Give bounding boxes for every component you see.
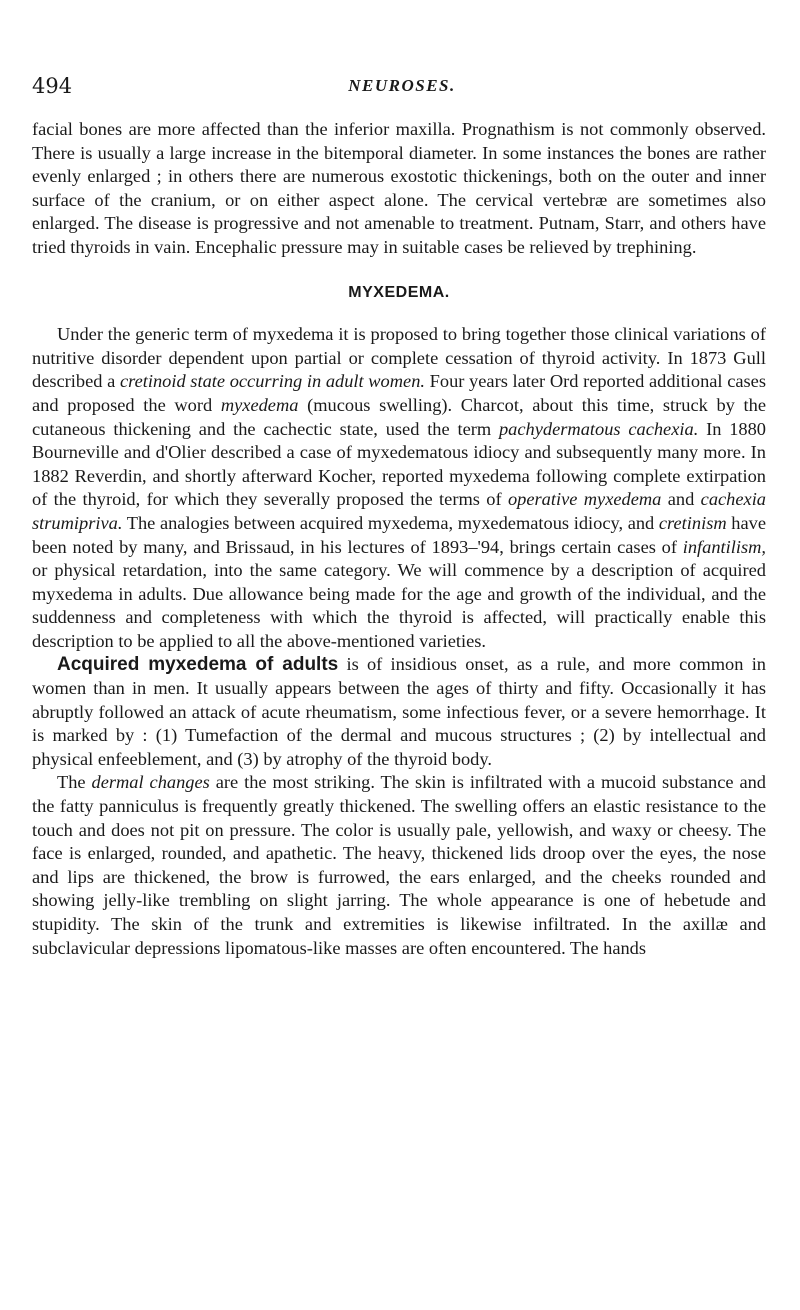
text-run: (mucous swelling). Charcot, about this time, struck by the cutaneous thickening and the cachectic state, used the term [32, 394, 766, 439]
running-title: NEUROSES. [348, 76, 456, 95]
running-head [32, 74, 772, 102]
text-run: The analogies between acquired myxedema, myxedematous idiocy, and [122, 512, 659, 533]
text-run: have been noted by many, and Brissaud, in his lectures of 1893–'94, brings certain cases of [32, 512, 766, 557]
italic-term: pachydermatous cachexia. [498, 418, 699, 439]
italic-term: cretinoid state occurring in adult women. [119, 371, 425, 392]
paragraph-acromegaly-continued: facial bones are more affected than the inferior maxilla. Prognathism is not commonly observed. There is usually a large increase in the bitemporal diameter. In some instances the bones are rather evenly enlarged ; in others there are numerous exostotic thickenings, both on the outer and inner surface of the cranium, or on either aspect alone. The cervical vertebræ are sometimes also enlarged. The disease is progressive and not amenable to treatment. Putnam, Starr, and others have tried thyroids in vain. Encephalic pressure may in suitable cases be relieved by trephining. [32, 119, 766, 257]
text-run: Four years later Ord reported additional cases and proposed the word [32, 371, 766, 415]
lead-in-heading: Acquired myxedema of adults [57, 654, 339, 676]
text-run: or physical retardation, into the same category. We will commence by a description of acquired myxedema in adults. Due allowance being made for the age and growth of the individual, and the suddenness and completeness with which the thyroid is affected, will practically enable this description to be applied to all the above-mentioned varieties. [32, 560, 766, 651]
text-run: and [661, 489, 701, 510]
italic-term: dermal changes [91, 772, 210, 793]
body-text [32, 118, 766, 960]
italic-term: cretinism [658, 512, 727, 533]
paragraph-myxedema-intro [32, 323, 766, 653]
text-run: Under the generic term of myxedema it is proposed to bring together those clinical variations of nutritive disorder dependent upon partial or complete cessation of thyroid activity. In 1873 Gull described a [32, 324, 766, 392]
text-run: are the most striking. The skin is infiltrated with a mucoid substance and the fatty panniculus is frequently greatly thickened. The swelling offers an elastic resistance to the touch and does not pit on pressure. The color is usually pale, yellowish, and waxy or cheesy. The face is enlarged, rounded, and apathetic. The heavy, thickened lids droop over the eyes, the nose and lips are thickened, the brow is furrowed, the ears enlarged, and the cheeks rounded and showing jelly-like trembling on slight jarring. The whole appearance is one of hebetude and stupidity. The skin of the trunk and extremities is likewise infiltrated. In the axillæ and subclavicular depressions lipomatous-like masses are often encountered. The hands [32, 772, 766, 958]
text-run: The [57, 772, 92, 793]
text-run: In 1880 Bourneville and d'Olier described a case of myxedematous idiocy and subsequently many more. In 1882 Reverdin, and shortly afterward Kocher, reported myxedema following complete extirpation of the thyroid, for which they severally proposed the terms of [32, 418, 767, 510]
page-number: 494 [32, 74, 73, 98]
italic-term: operative myxedema [507, 489, 662, 510]
italic-term: cachexia strumipriva. [32, 489, 767, 533]
italic-term: infantilism, [682, 536, 766, 557]
paragraph-acquired-myxedema [32, 653, 766, 771]
section-heading-myxedema: MYXEDEMA. [348, 283, 450, 301]
text-run: is of insidious onset, as a rule, and more common in women than in men. It usually appears between the ages of thirty and fifty. Occasionally it has abruptly followed an attack of acute rheumatism, some infectious fever, or a severe hemorrhage. It is marked by : (1) Tumefaction of the dermal and mucous structures ; (2) by intellectual and physical enfeeblement, and (3) by atrophy of the thyroid body. [32, 654, 766, 769]
paragraph-dermal-changes [32, 771, 766, 960]
italic-term: myxedema [220, 394, 299, 415]
